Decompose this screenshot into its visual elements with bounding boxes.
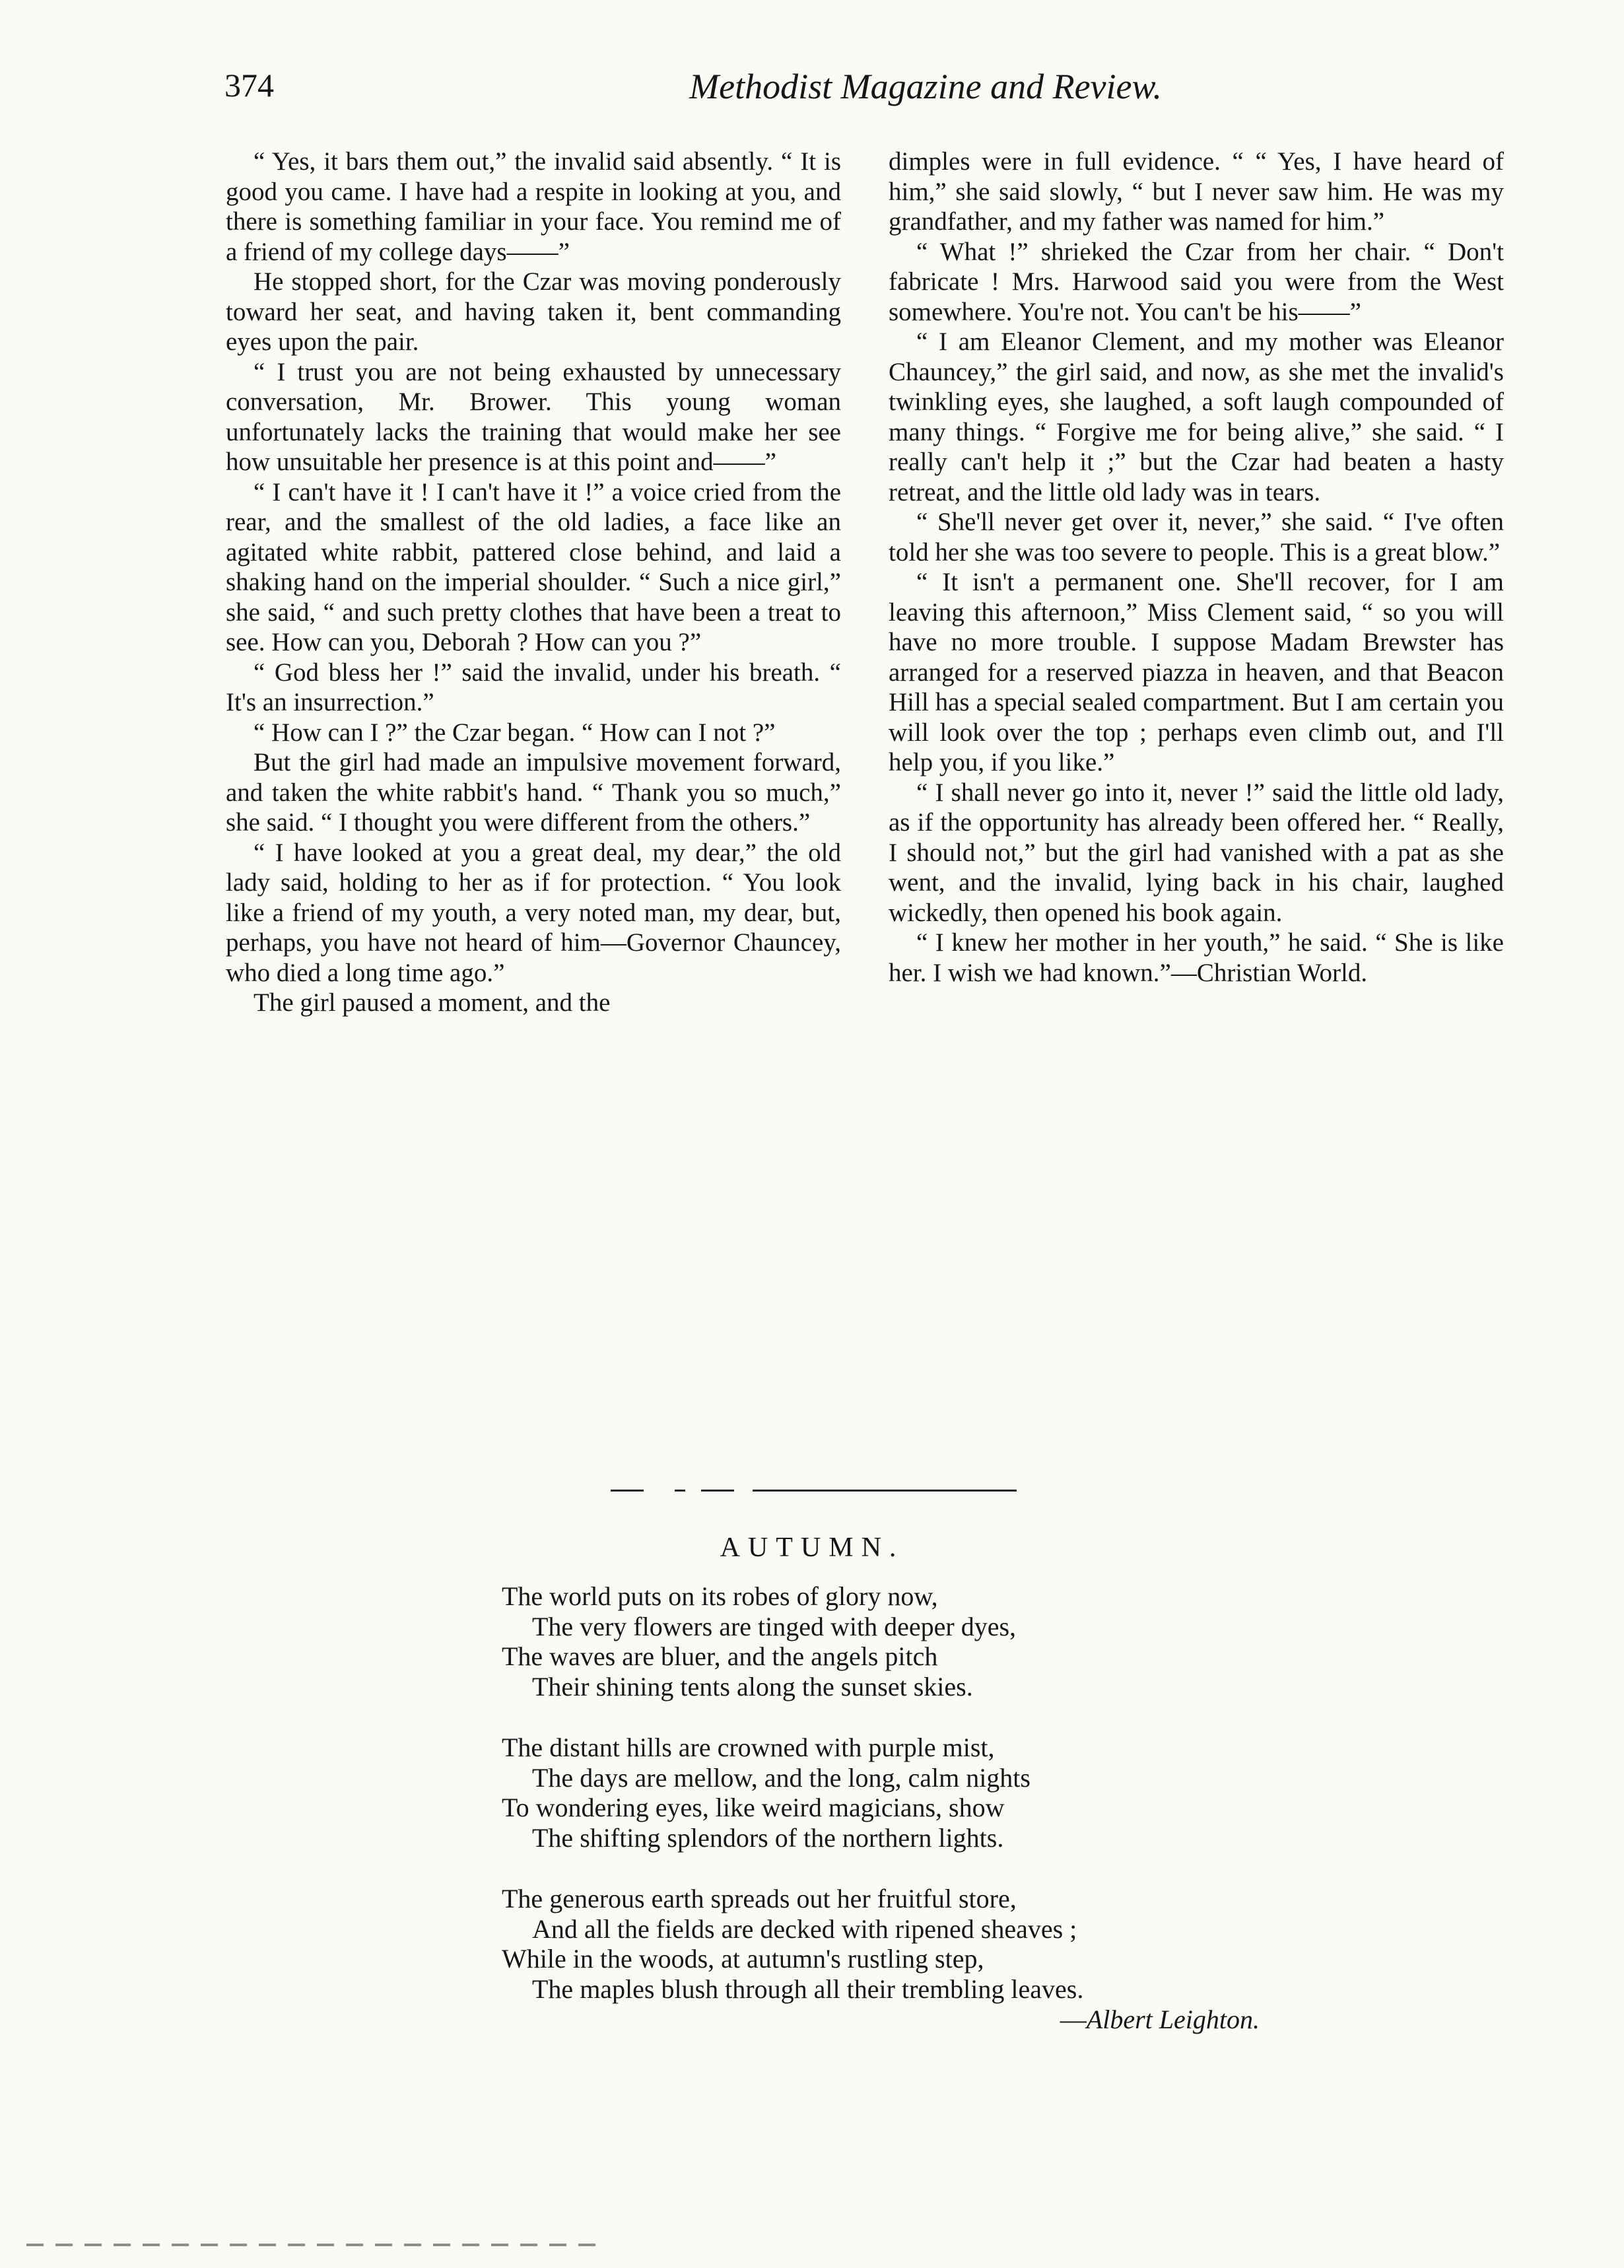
page-number: 374 [224, 67, 274, 104]
section-divider-dash [701, 1490, 734, 1492]
paragraph: “ God bless her !” said the invalid, under his breath. “ It's an insurrection.” [226, 658, 841, 716]
poem-stanza [502, 1884, 1294, 2004]
poem-line: The shifting splendors of the northern lights. [532, 1822, 1004, 1853]
poem-attribution [502, 2005, 1294, 2035]
poem-line: The distant hills are crowned with purple mist, [502, 1733, 995, 1762]
poem-line: The days are mellow, and the long, calm nights [532, 1762, 1031, 1793]
paragraph: “ Yes, it bars them out,” the invalid said absently. “ It is good you came. I have had a respite in looking at you, and there is something familiar in your face. You remind me of a friend of my college days——” [226, 147, 841, 266]
poem-line: The waves are bluer, and the angels pitch [502, 1641, 938, 1671]
paragraph: “ It isn't a permanent one. She'll recover, for I am leaving this afternoon,” Miss Clement said, “ so you will have no more trouble. I suppose Madam Brewster has arranged for a reserved piazza in heaven, and that Beacon Hill has a special sealed compartment. But I am certain you will look over the top ; perhaps even climb out, and I'll help you, if you like.” [889, 568, 1504, 776]
section-divider-dash [611, 1490, 644, 1492]
section-divider-line [753, 1490, 1017, 1492]
section-divider-dash [675, 1490, 685, 1492]
paragraph-continued: dimples were in full evidence. “ “ Yes, I have heard of him,” she said slowly, “ but I never saw him. He was my grandfather, and my father was named for him.” [889, 147, 1504, 236]
poem-stanza [502, 1581, 1294, 1701]
paragraph: “ I trust you are not being exhausted by unnecessary conversation, Mr. Brower. This young woman unfortunately lacks the training that would make her see how unsuitable her presence is at this point and——” [226, 357, 841, 476]
paragraph: “ How can I ?” the Czar began. “ How can I not ?” [254, 718, 776, 747]
bottom-edge-marks [26, 2244, 607, 2246]
poem-line: And all the fields are decked with ripened sheaves ; [532, 1913, 1077, 1944]
paragraph: He stopped short, for the Czar was moving ponderously toward her seat, and having taken it, bent commanding eyes upon the pair. [226, 267, 841, 356]
poem-title: AUTUMN. [720, 1532, 904, 1563]
poem-stanza [502, 1733, 1294, 1853]
paragraph: “ She'll never get over it, never,” she said. “ I've often told her she was too severe to people. This is a great blow.” [889, 508, 1504, 567]
attribution-dash: — [1060, 2005, 1087, 2034]
paragraph: “ I can't have it ! I can't have it !” a voice cried from the rear, and the smallest of the old ladies, a face like an agitated white rabbit, pattered close behind, and laid a shaking hand on the imperial shoulder. “ Such a nice girl,” she said, “ and such pretty clothes that have been a treat to see. How can you, Deborah ? How can you ?” [226, 477, 841, 656]
paragraph: “ I knew her mother in her youth,” he said. “ She is like her. I wish we had known.”—Christian World. [889, 928, 1504, 987]
paragraph: But the girl had made an impulsive movement forward, and taken the white rabbit's hand. “ Thank you so much,” she said. “ I thought you were different from the others.” [226, 748, 841, 837]
poem-line: The very flowers are tinged with deeper dyes, [532, 1611, 1017, 1641]
poem-line: While in the woods, at autumn's rustling step, [502, 1944, 984, 1974]
right-column [889, 147, 1504, 988]
poem-line: The world puts on its robes of glory now, [502, 1581, 938, 1611]
poem-line: To wondering eyes, like weird magicians, show [502, 1793, 1005, 1822]
paragraph: “ What !” shrieked the Czar from her chair. “ Don't fabricate ! Mrs. Harwood said you were from the West somewhere. You're not. You can't be his——” [889, 237, 1504, 326]
paragraph: “ I am Eleanor Clement, and my mother was Eleanor Chauncey,” the girl said, and now, as she met the invalid's twinkling eyes, she laughed, a soft laugh compounded of many things. “ Forgive me for being alive,” she said. “ I really can't help it ;” but the Czar had beaten a hasty retreat, and the little old lady was in tears. [889, 327, 1504, 506]
poem [502, 1581, 1294, 2035]
paragraph: “ I have looked at you a great deal, my dear,” the old lady said, holding to her as if for protection. “ You look like a friend of my youth, a very noted man, my dear, but, perhaps, you have not heard of him—Governor Chauncey, who died a long time ago.” [226, 838, 841, 987]
paragraph: The girl paused a moment, and the [254, 988, 611, 1017]
attribution-name: Albert Leighton. [1086, 2005, 1260, 2034]
poem-line: The generous earth spreads out her fruitful store, [502, 1884, 1017, 1913]
poem-line: The maples blush through all their trembling leaves. [532, 1974, 1084, 2004]
paragraph: “ I shall never go into it, never !” said the little old lady, as if the opportunity has already been offered her. “ Really, I should not,” but the girl had vanished with a pat as she went, and the invalid, lying back in his chair, laughed wickedly, then opened his book again. [889, 778, 1504, 927]
running-title: Methodist Magazine and Review. [689, 67, 1162, 106]
page-header [224, 66, 1162, 125]
poem-line: Their shining tents along the sunset skies. [532, 1671, 973, 1701]
left-column [226, 147, 841, 1018]
